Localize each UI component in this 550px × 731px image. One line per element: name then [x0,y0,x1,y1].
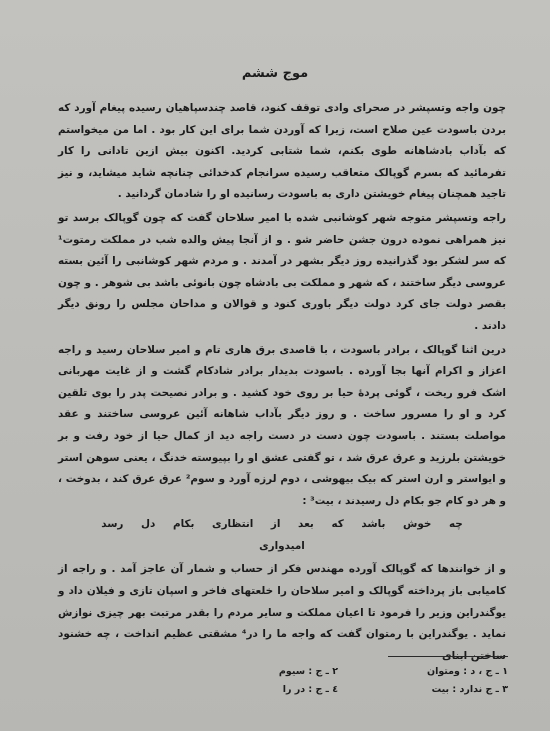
footnote-1: ١ ـ ج ، د : ومتوان [426,666,508,677]
footnote-2: ٢ ـ ج : سیوم [278,666,338,677]
paragraph-1: چون واجه وتسپشر در صحرای وادی توقف کنود، قاصد چندسپاهیان رسیده پیغام آورد که بردن باسودت عین صلاح است، زیرا که آوردن شما برای این کار بود . اما من میخواستم که بآداب بادشاهانه طوی بکنم، شما شتابی کردید. اکنون بیش ازین تادانی را کار تفرمائید که بسرم گوپالک متعاقب رسیده سرانجام کدخدائی چنانچه شاید میشاید، و نیز تاجید همچنان پیغام خویشتن داری به باسودت رسانیده او را شادمان گردانید . [58,102,506,201]
main-text [58,98,506,667]
chapter-heading: موج ششم [241,66,309,81]
footnotes [168,656,508,699]
paragraph-4: و از خوانندها که گوپالک آورده مهندس فکر از حساب و شمار آن عاجز آمد . و راجه از کامیابی باز پرداخته گوپالک و امیر سلاحان را خلعتهای فاخر و اسپان تازی و فیلان داد و یوگندراین وزیر را فرمود تا اعیان مملکت و سایر مردم را بقدر مرتبت بهر چیزی نوازش نماید . یوگندراین با رمتوان گفت که واجه ما را در⁴ مشقتی عظیم انداخت ، چه خشنود ساختن ابنای [58,563,506,662]
paragraph-3: درین اثنا گوپالک ، برادر باسودت ، با قاصدی برق هاری تام و امیر سلاحان رسید و راجه اعزاز و اکرام آنها بجا آورده . باسودت بدیدار برادر شادکام گشت و از غایت مهربانی اشک فرو ریخت ، گوئی پردۀ حیا بر روی خود کشید . و برادر نصیحت پدر را بوی تلقین کرد و او را مسرور ساخت . و روز دیگر بآداب شاهانه آئین عروسی ساختند و عقد مواصلت بستند . باسودت چون دست در دست راجه دید از کمال حیا از خود رفت و بر خویشتن بلرزید و عرق عرق شد ، تو گفتی عشق او را بپیوسته خدنگ ، یعنی سوهن استر و ایواستر و ارن استر که بیک بیهوشی ، دوم لرزه آورد و سوم² عرق عرق کند ، بدوخت ، و هر دو کام جو بکام دل رسیدند ، بیت³ : [58,343,506,507]
footnote-divider [388,656,508,657]
verse-line: چه خوش باشد که بعد از انتظاری بکام دل رسد امیدواری [101,518,463,552]
paragraph-2: راجه وتسپشر متوجه شهر کوشانبی شده با امیر سلاحان گفت که چون گوپالک برسد تو نیز همراهی نموده درون جشن حاضر شو . و از آنجا پیش والده شب در مملکت رمتوت¹ که سر لشکر بود گذرانیده روز دیگر بشهر در آمدند . و مردم شهر کوشانبی را آئین بسته عروسی دیگر ساختند ، که شهر و مملکت بی بادشاه چون بانوئی باشد بی شوهر . و چون بقصر دولت جای کرد دولت دیگر باوری کنود و قوالان و مداحان مجلس را رونق دیگر دادند . [58,211,506,332]
footnote-3: ٣ ـ ج ندارد : بیت [431,684,508,695]
footnote-4: ٤ ـ ج : در را [282,684,338,695]
